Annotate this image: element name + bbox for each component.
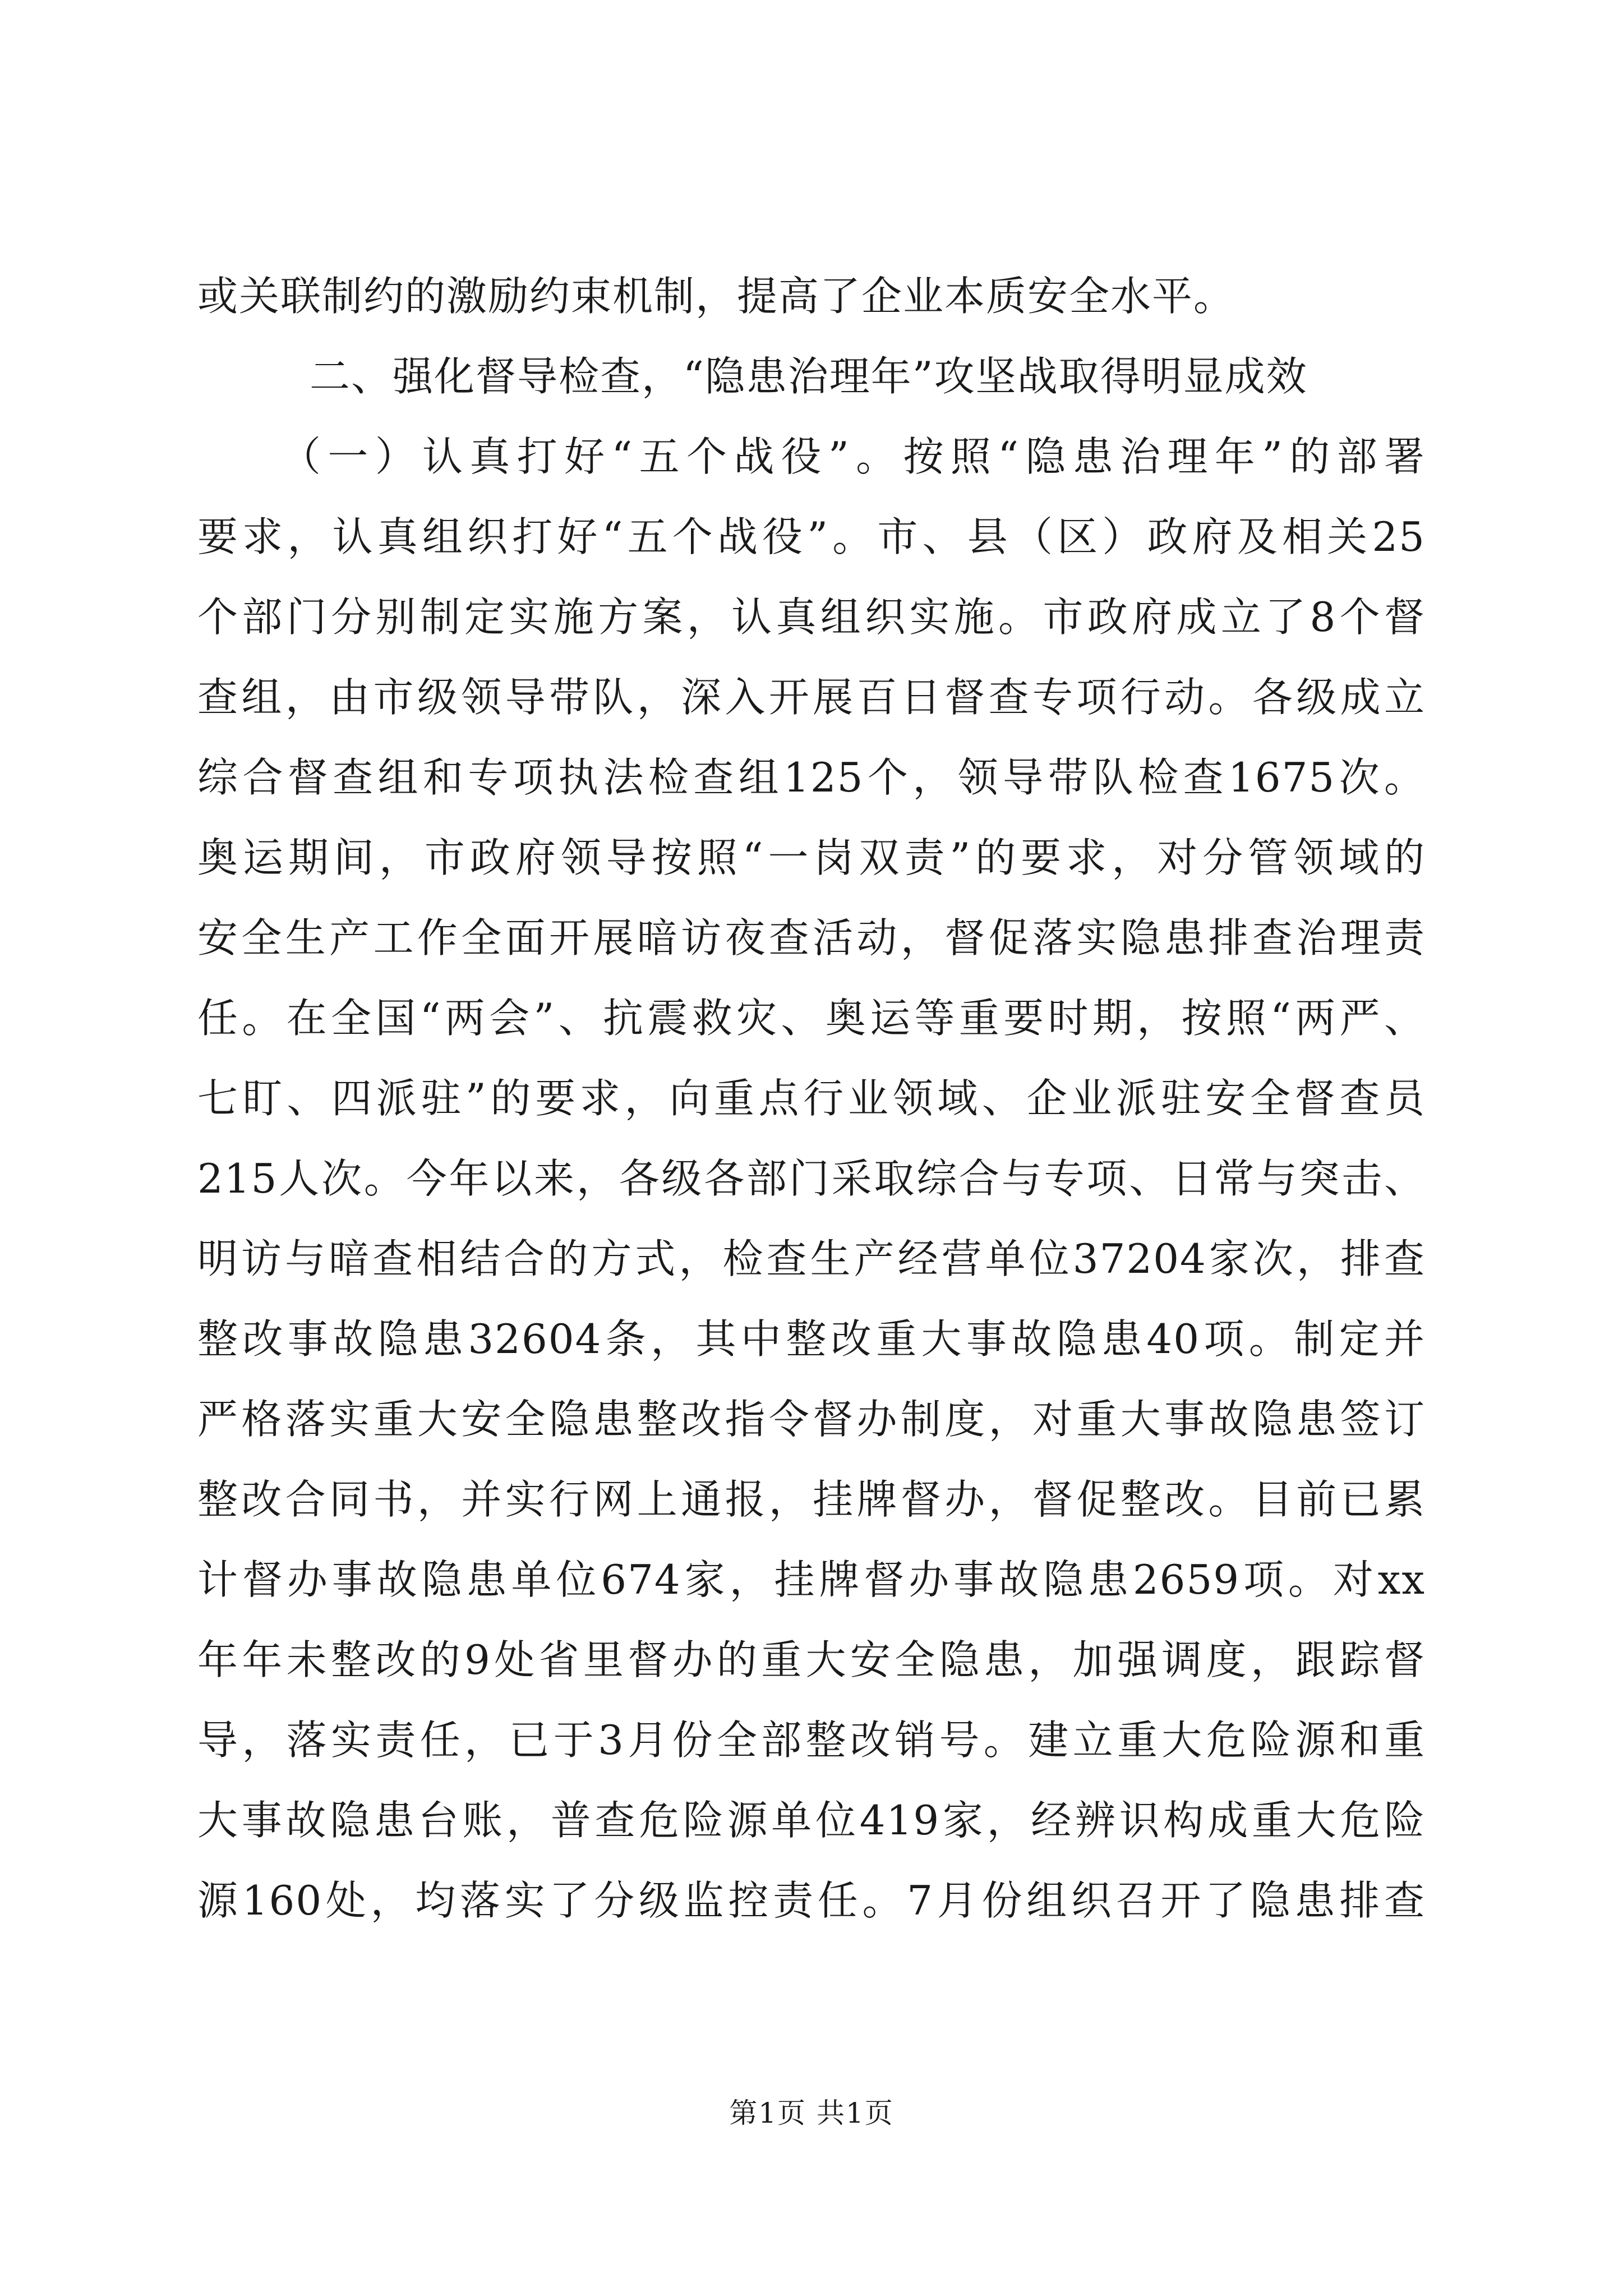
text-line: 大事故隐患台账，普查危险源单位419家，经辨识构成重大危险 [197,1797,1426,1844]
text-line: 年年未整改的9处省里督办的重大安全隐患，加强调度，跟踪督 [197,1636,1426,1683]
text-line: 严格落实重大安全隐患整改指令督办制度，对重大事故隐患签订 [197,1396,1426,1443]
text-line: 个部门分别制定实施方案，认真组织实施。市政府成立了8个督 [197,593,1426,641]
text-line: 安全生产工作全面开展暗访夜查活动，督促落实隐患排查治理责 [197,914,1426,961]
section-heading: 二、强化督导检查，“隐患治理年”攻坚战取得明显成效 [310,353,1308,400]
text-line: （一）认真打好“五个战役”。按照“隐患治理年”的部署 [280,433,1426,480]
document-body [197,268,1426,1953]
text-line: 计督办事故隐患单位674家，挂牌督办事故隐患2659项。对xx [197,1556,1426,1603]
page-number-footer: 第1页 共1页 [729,2097,894,2129]
text-line: 整改合同书，并实行网上通报，挂牌督办，督促整改。目前已累 [197,1476,1426,1523]
text-line: 源160处，均落实了分级监控责任。7月份组织召开了隐患排查 [197,1877,1426,1924]
text-line: 导，落实责任，已于3月份全部整改销号。建立重大危险源和重 [197,1717,1426,1764]
text-line: 整改事故隐患32604条，其中整改重大事故隐患40项。制定并 [197,1315,1426,1363]
text-line: 奥运期间，市政府领导按照“一岗双责”的要求，对分管领域的 [197,834,1426,881]
text-line: 215人次。今年以来，各级各部门采取综合与专项、日常与突击、 [197,1155,1426,1202]
text-line: 七盯、四派驻”的要求，向重点行业领域、企业派驻安全督查员 [197,1075,1426,1122]
text-line: 任。在全国“两会”、抗震救灾、奥运等重要时期，按照“两严、 [197,995,1426,1042]
text-line: 要求，认真组织打好“五个战役”。市、县（区）政府及相关25 [197,513,1426,560]
text-line: 综合督查组和专项执法检查组125个，领导带队检查1675次。 [197,754,1426,801]
text-line: 明访与暗查相结合的方式，检查生产经营单位37204家次，排查 [197,1235,1426,1282]
text-line: 或关联制约的激励约束机制，提高了企业本质安全水平。 [197,273,1235,320]
text-line: 查组，由市级领导带队，深入开展百日督查专项行动。各级成立 [197,674,1426,721]
